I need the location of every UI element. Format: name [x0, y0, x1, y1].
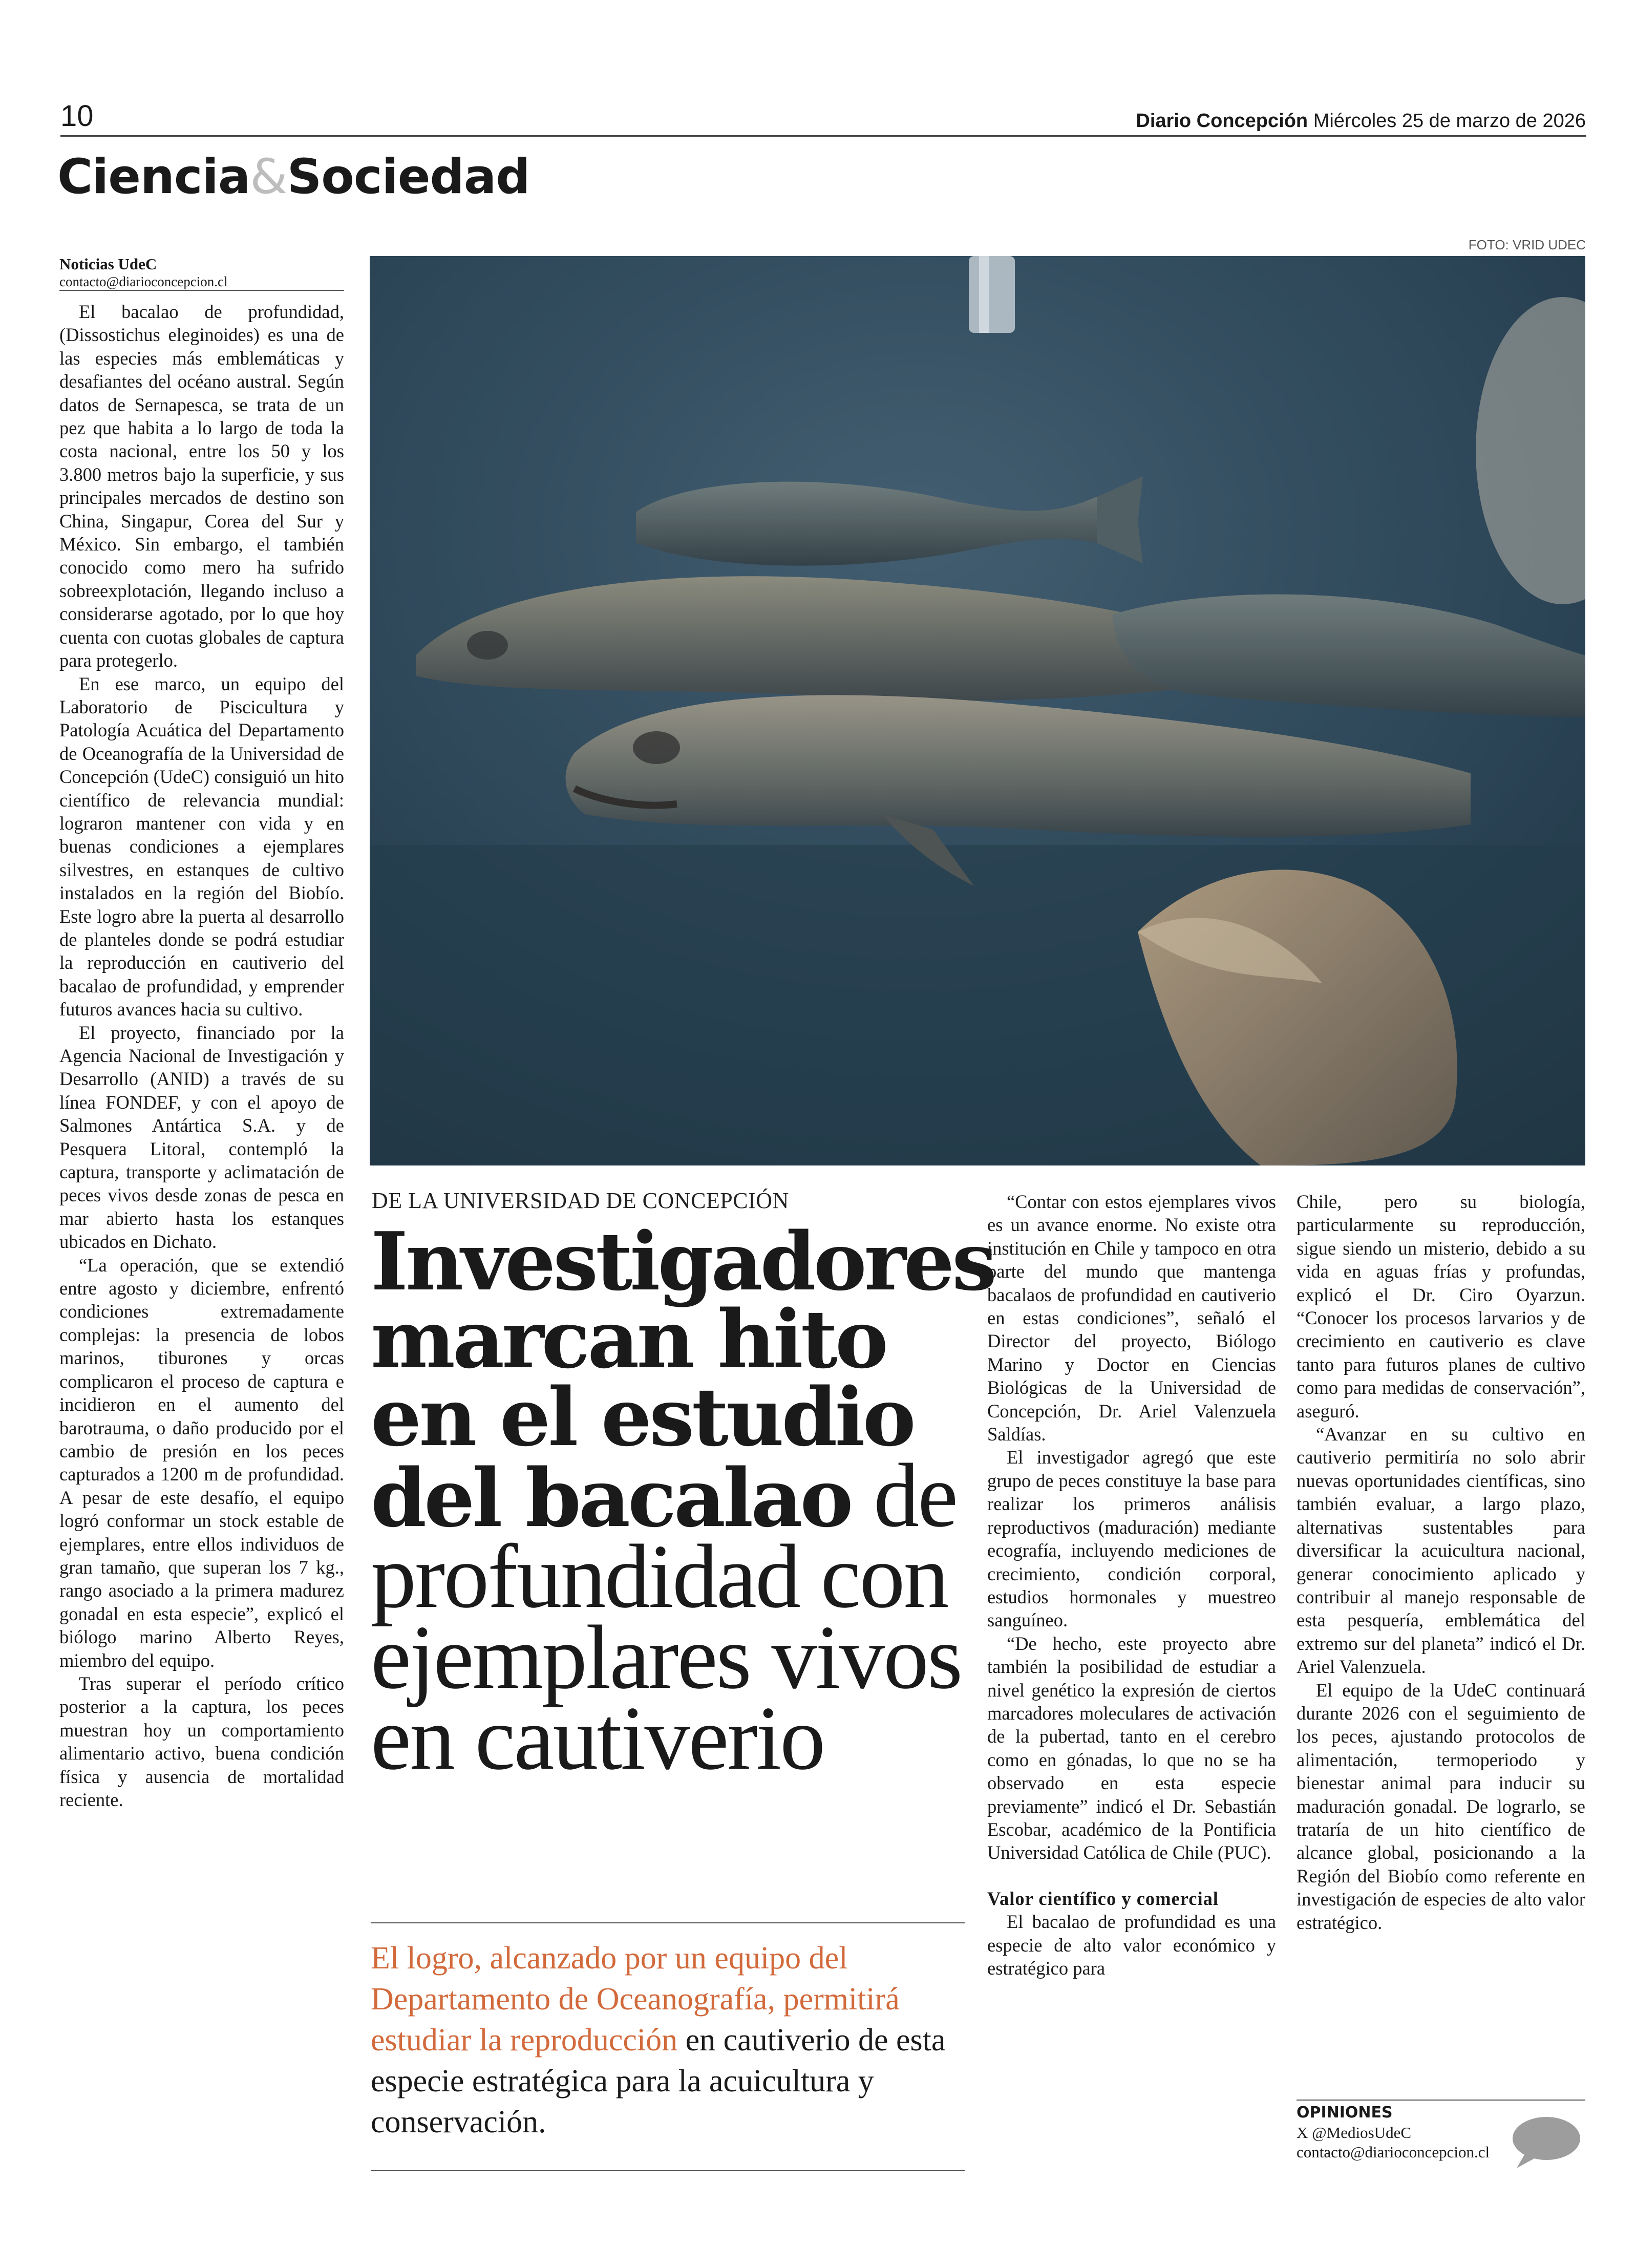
- paragraph: El bacalao de profundidad, (Dissostichus eleginoides) es una de las especies más emblemáticas y desafiantes del océano austral. Según datos de Sernapesca, se trata de un pez que habita a lo largo de toda la costa nacional, entre los 50 y los 3.800 metros bajo la superficie, y sus principales mercados de destino son China, Singapur, Corea del Sur y México. Sin embargo, el también conocido como mero ha sufrido sobreexplotación, llegando incluso a considerarse agotado, por lo que hoy cuenta con cuotas globales de captura para protegerlo.: [59, 301, 344, 671]
- headline-line: Investigadores: [371, 1215, 994, 1308]
- section-part-1: Ciencia: [57, 149, 250, 205]
- opinions-email[interactable]: contacto@diarioconcepcion.cl: [1297, 2143, 1490, 2161]
- page-number: 10: [60, 99, 94, 133]
- opinions-handle[interactable]: X @MediosUdeC: [1297, 2124, 1412, 2142]
- headline: [371, 1215, 994, 1789]
- photo-credit: FOTO: VRID UDEC: [1468, 237, 1586, 252]
- deck-rule: [371, 1922, 965, 1923]
- newspaper-name: Diario Concepción: [1136, 110, 1308, 132]
- paragraph: El bacalao de profundidad es una especie de alto valor económico y estratégico para: [987, 1911, 1276, 1979]
- byline-author: Noticias UdeC: [59, 255, 157, 273]
- paragraph: “Avanzar en su cultivo en cautiverio permitiría no solo abrir nuevas oportunidades científicas, sino también evaluar, a largo plazo, alternativas sustentables para diversificar la acuicultura nacional, generar conocimiento aplicado y contribuir al manejo responsable de esta pesquería, emblemática del extremo sur del planeta” indicó el Dr. Ariel Valenzuela.: [1297, 1424, 1585, 1678]
- paragraph: “Contar con estos ejemplares vivos es un avance enorme. No existe otra institución en Chile y tampoco en otra parte del mundo que mantenga bacalaos de profundidad en cautiverio en estas condiciones”, señaló el Director del proyecto, Biólogo Marino y Doctor en Ciencias Biológicas de la Universidad de Concepción, Dr. Ariel Valenzuela Saldías.: [987, 1191, 1276, 1445]
- deck-highlight: El logro, alcanzado por un equipo del Departamento de Oceanografía, permitirá estudiar la reproducción: [371, 1941, 900, 2058]
- deck: [371, 1938, 970, 2143]
- byline-rule: [59, 290, 344, 291]
- paragraph: El investigador agregó que este grupo de peces constituye la base para realizar los primeros análisis reproductivos (maduración) mediante ecografía, incluyendo mediciones de crecimiento, condición corporal, estudios hormonales y muestreo sanguíneo.: [987, 1447, 1276, 1631]
- opinions-rule: [1297, 2100, 1585, 2101]
- masthead: [1136, 109, 1586, 133]
- deck-rule: [371, 2170, 965, 2171]
- headline-line: del bacalao: [371, 1451, 851, 1545]
- headline-line: en el estudio: [371, 1370, 913, 1464]
- opinions-label: OPINIONES: [1297, 2104, 1393, 2122]
- headline-line: en cautiverio: [371, 1687, 824, 1789]
- section-title: [57, 147, 530, 207]
- body-column-3: [987, 1190, 1276, 2163]
- headline-line: profundidad con: [371, 1525, 948, 1627]
- header-rule: [60, 135, 1586, 137]
- headline-line: marcan hito: [371, 1292, 886, 1386]
- section-ampersand: &: [250, 149, 287, 205]
- fish-tank-photo: [370, 256, 1585, 1165]
- byline-email[interactable]: contacto@diarioconcepcion.cl: [59, 274, 228, 289]
- deck-text: en cautiverio de esta especie estratégica para la acuicultura y conservación.: [371, 2023, 946, 2139]
- paragraph: “La operación, que se extendió entre agosto y diciembre, enfrentó condiciones extremadamente complejas: la presencia de lobos marinos, tiburones y orcas complicaron el proceso de captura e incidieron en el aumento del barotrauma, o daño producido por el cambio de presión en los peces capturados a 1200 m de profundidad. A pesar de este desafío, el equipo logró conformar un stock estable de ejemplares, entre ellos individuos de gran tamaño, que superan los 7 kg., rango asociado a la primera madurez gonadal en esta especie”, explicó el biólogo marino Alberto Reyes, miembro del equipo.: [59, 1254, 344, 1671]
- body-column-4: [1297, 1190, 1585, 2102]
- paragraph: El equipo de la UdeC continuará durante 2026 con el seguimiento de los peces, ajustando protocolos de alimentación, termoperiodo y bienestar animal para inducir su maduración gonadal. De lograrlo, se trataría de un hito científico de alcance global, posicionando a la Región del Biobío como referente en investigación de especies de alto valor estratégico.: [1297, 1679, 1585, 1933]
- section-part-2: Sociedad: [287, 149, 530, 205]
- paragraph: El proyecto, financiado por la Agencia Nacional de Investigación y Desarrollo (ANID) a través de su línea FONDEF, y con el apoyo de Salmones Antártica S.A. y de Pesquera Litoral, contempló la captura, transporte y aclimatación de peces vivos desde zonas de pesca en mar abierto hasta los estanques ubicados en Dichato.: [59, 1022, 344, 1253]
- body-column-1: [59, 300, 344, 2215]
- speech-bubble-icon: [1510, 2114, 1581, 2170]
- paragraph: “De hecho, este proyecto abre también la posibilidad de estudiar a nivel genético la expresión de ciertos marcadores moleculares de activación de la pubertad, tanto en el cerebro como en gónadas, lo que no se ha observado en esta especie previamente” indicó el Dr. Sebastián Escobar, académico de la Pontificia Universidad Católica de Chile (PUC).: [987, 1633, 1276, 1863]
- paragraph: Tras superar el período crítico posterior a la captura, los peces muestran hoy un comportamiento alimentario activo, buena condición física y ausencia de mortalidad reciente.: [59, 1672, 344, 1810]
- kicker: DE LA UNIVERSIDAD DE CONCEPCIÓN: [372, 1188, 789, 1213]
- byline: [59, 255, 344, 290]
- issue-date: Miércoles 25 de marzo de 2026: [1313, 110, 1586, 132]
- subheading: Valor científico y comercial: [987, 1888, 1219, 1909]
- paragraph: Chile, pero su biología, particularmente su reproducción, sigue siendo un misterio, debido a su vida en aguas frías y profundas, explicó el Dr. Ciro Oyarzun. “Conocer los procesos larvarios y de crecimiento en cautiverio es clave tanto para futuros planes de cultivo como para medidas de conservación”, aseguró.: [1297, 1191, 1585, 1422]
- paragraph: En ese marco, un equipo del Laboratorio de Piscicultura y Patología Acuática del Departamento de Oceanografía de la Universidad de Concepción (UdeC) consiguió un hito científico de relevancia mundial: lograron mantener con vida y en buenas condiciones a ejemplares silvestres, en estanques de cultivo instalados en la región del Biobío. Este logro abre la puerta al desarrollo de planteles donde se podrá estudiar la reproducción en cautiverio del bacalao de profundidad, y emprender futuros avances hacia su cultivo.: [59, 673, 344, 1020]
- headline-line: ejemplares vivos: [371, 1606, 962, 1708]
- fish-tank-illustration: [370, 256, 1585, 1165]
- headline-light-word: de: [874, 1445, 957, 1546]
